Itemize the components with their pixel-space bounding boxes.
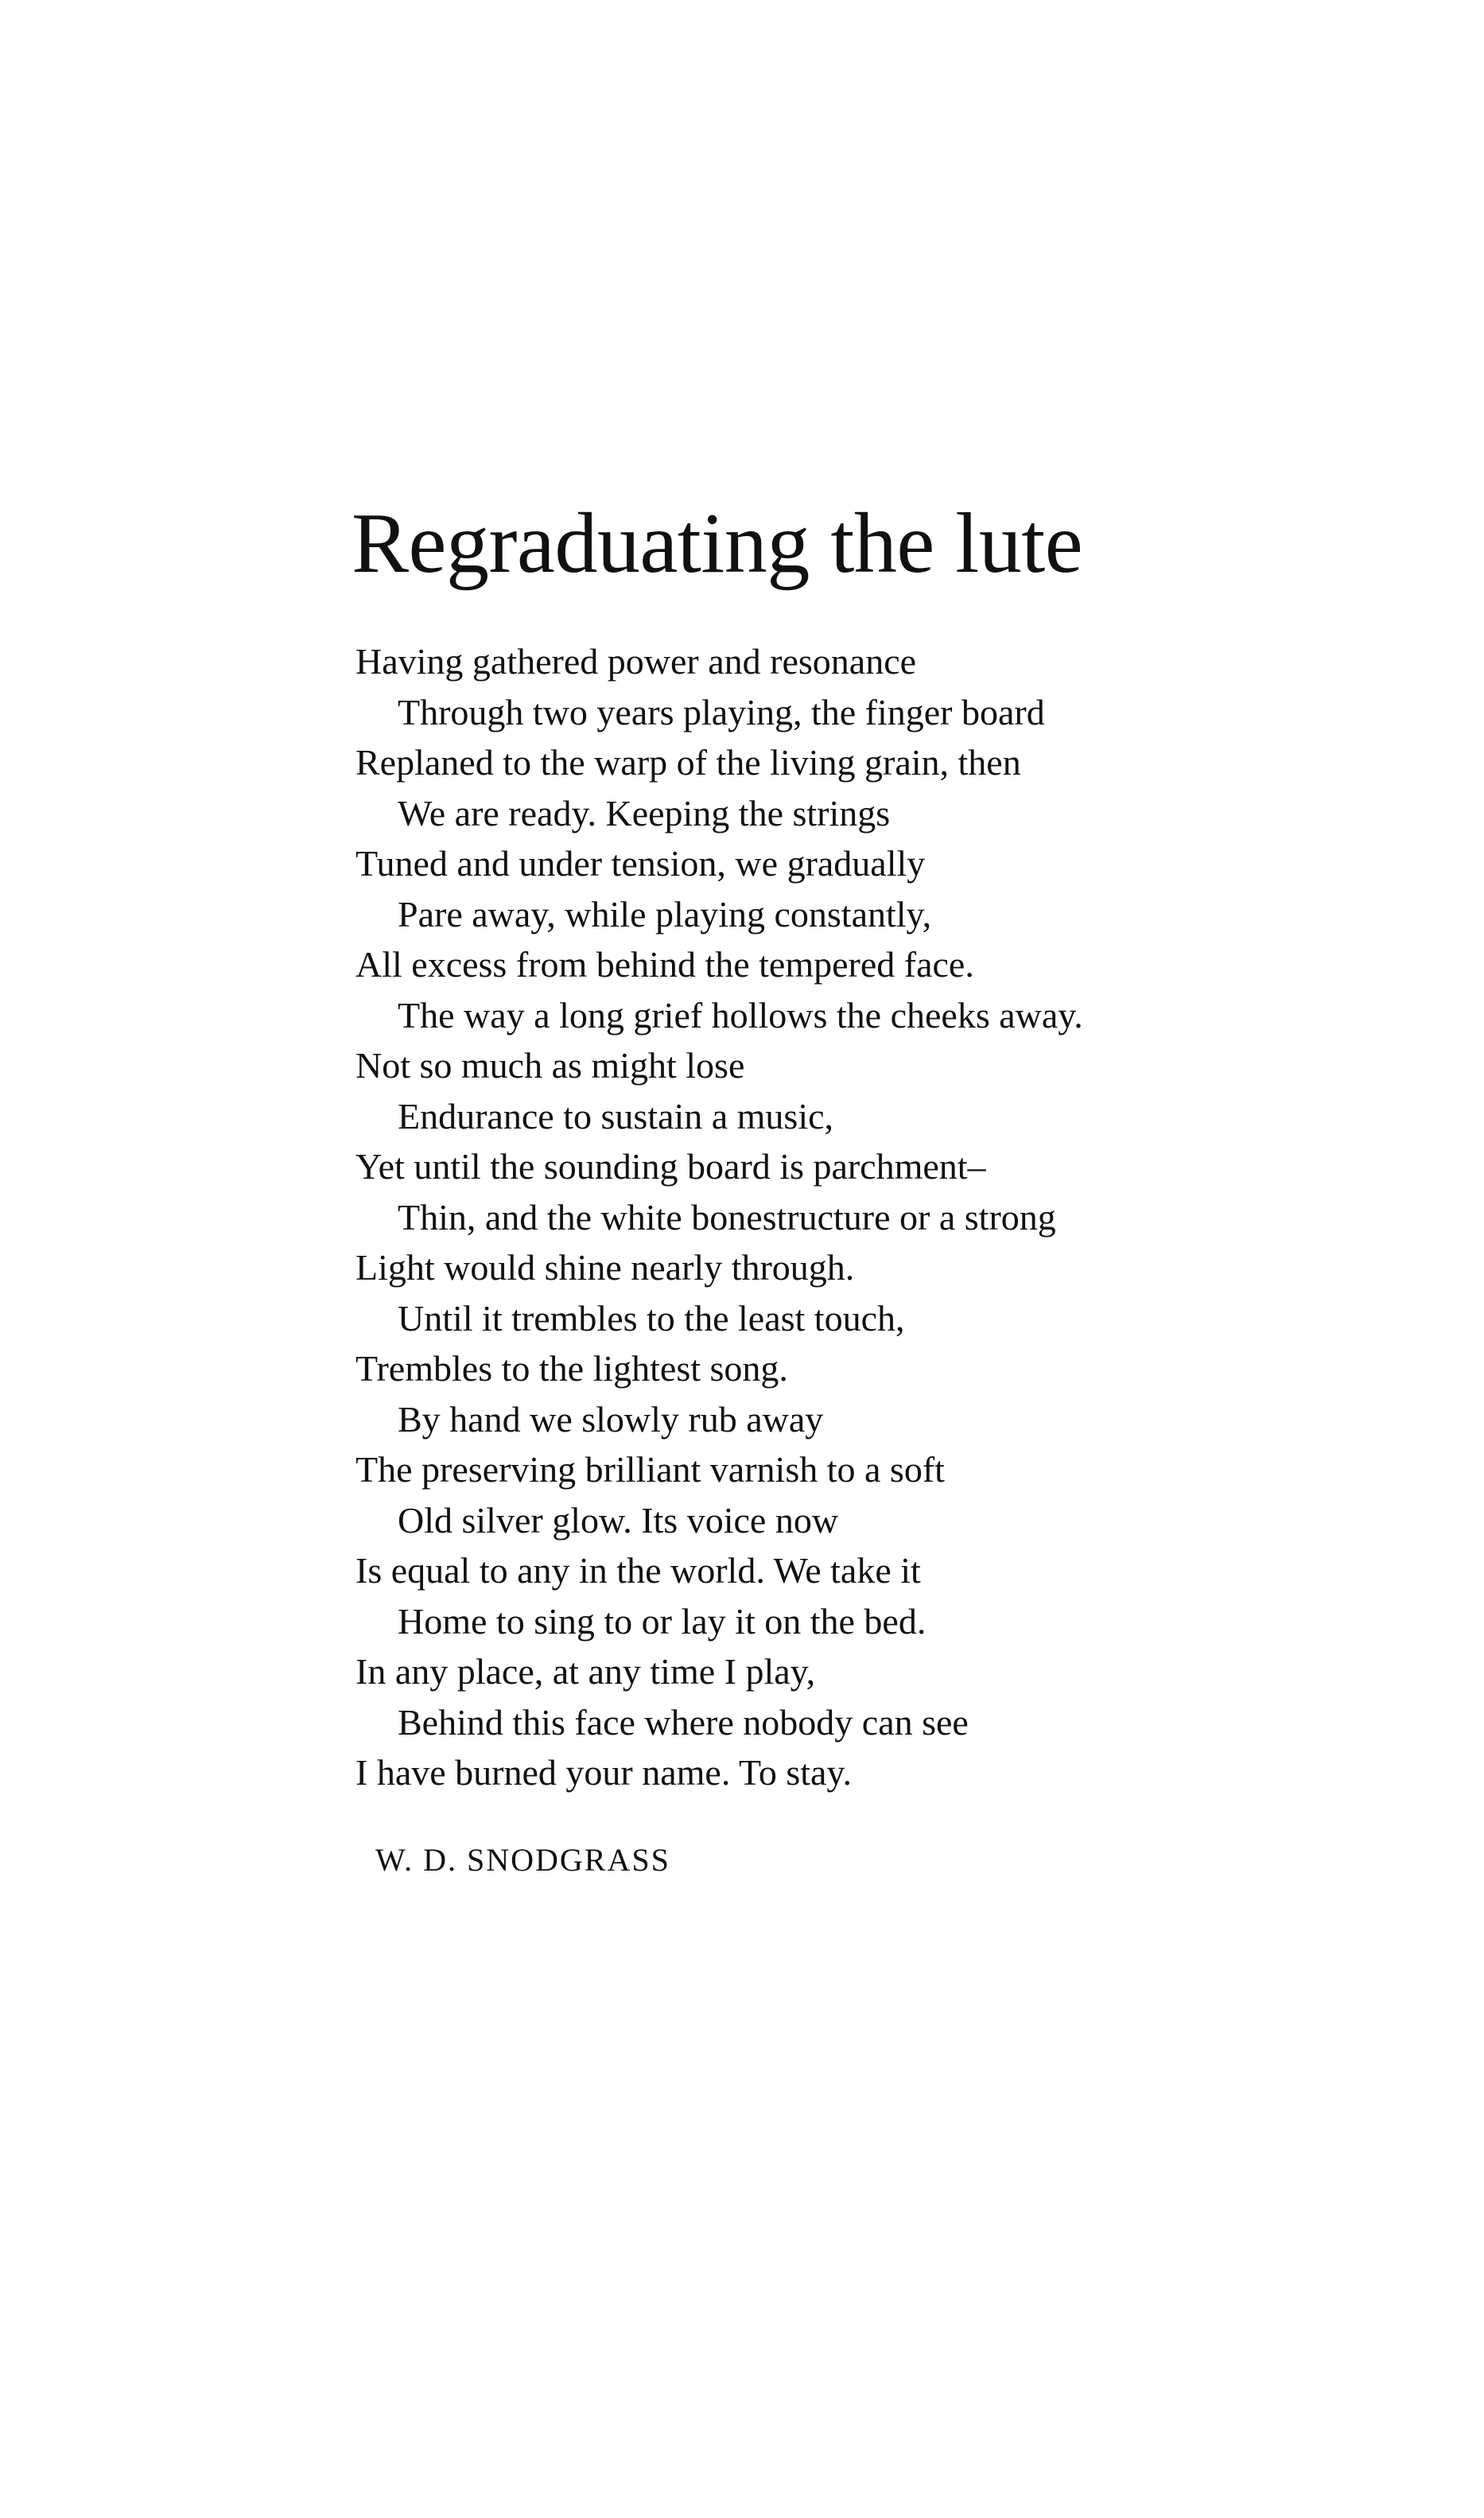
poem-body <box>355 636 1083 1798</box>
poem-line: I have burned your name. To stay. <box>355 1752 852 1793</box>
poem-line: Through two years playing, the finger board <box>398 691 1045 732</box>
poem-line: Light would shine nearly through. <box>355 1247 855 1288</box>
poem-line: Yet until the sounding board is parchment– <box>355 1146 986 1187</box>
poem-line: Thin, and the white bonestructure or a strong <box>398 1196 1056 1238</box>
poem-author: W. D. SNODGRASS <box>375 1842 670 1878</box>
poem-line: Replaned to the warp of the living grain, then <box>355 742 1021 783</box>
poem-line: Endurance to sustain a music, <box>398 1095 834 1137</box>
poem-line: By hand we slowly rub away <box>398 1398 824 1440</box>
poem-line: Tuned and under tension, we gradually <box>355 843 926 884</box>
poem-line: Having gathered power and resonance <box>355 641 917 682</box>
poem-line: In any place, at any time I play, <box>355 1651 816 1692</box>
poem-line: Old silver glow. Its voice now <box>398 1499 839 1541</box>
poem-line: Is equal to any in the world. We take it <box>355 1550 921 1591</box>
poem-line: Trembles to the lightest song. <box>355 1348 788 1389</box>
poem-line: The preserving brilliant varnish to a soft <box>355 1449 945 1490</box>
poem-line: The way a long grief hollows the cheeks away. <box>398 994 1083 1036</box>
poem-line: Behind this face where nobody can see <box>398 1701 969 1743</box>
poem-line: Home to sing to or lay it on the bed. <box>398 1600 927 1642</box>
poem-title: Regraduating the lute <box>352 496 1083 591</box>
poem-line: Pare away, while playing constantly, <box>398 893 932 935</box>
poem-line: Not so much as might lose <box>355 1045 745 1086</box>
poem-line: We are ready. Keeping the strings <box>398 792 891 834</box>
poem-line: Until it trembles to the least touch, <box>398 1297 905 1339</box>
poem-line: All excess from behind the tempered face. <box>355 944 974 985</box>
